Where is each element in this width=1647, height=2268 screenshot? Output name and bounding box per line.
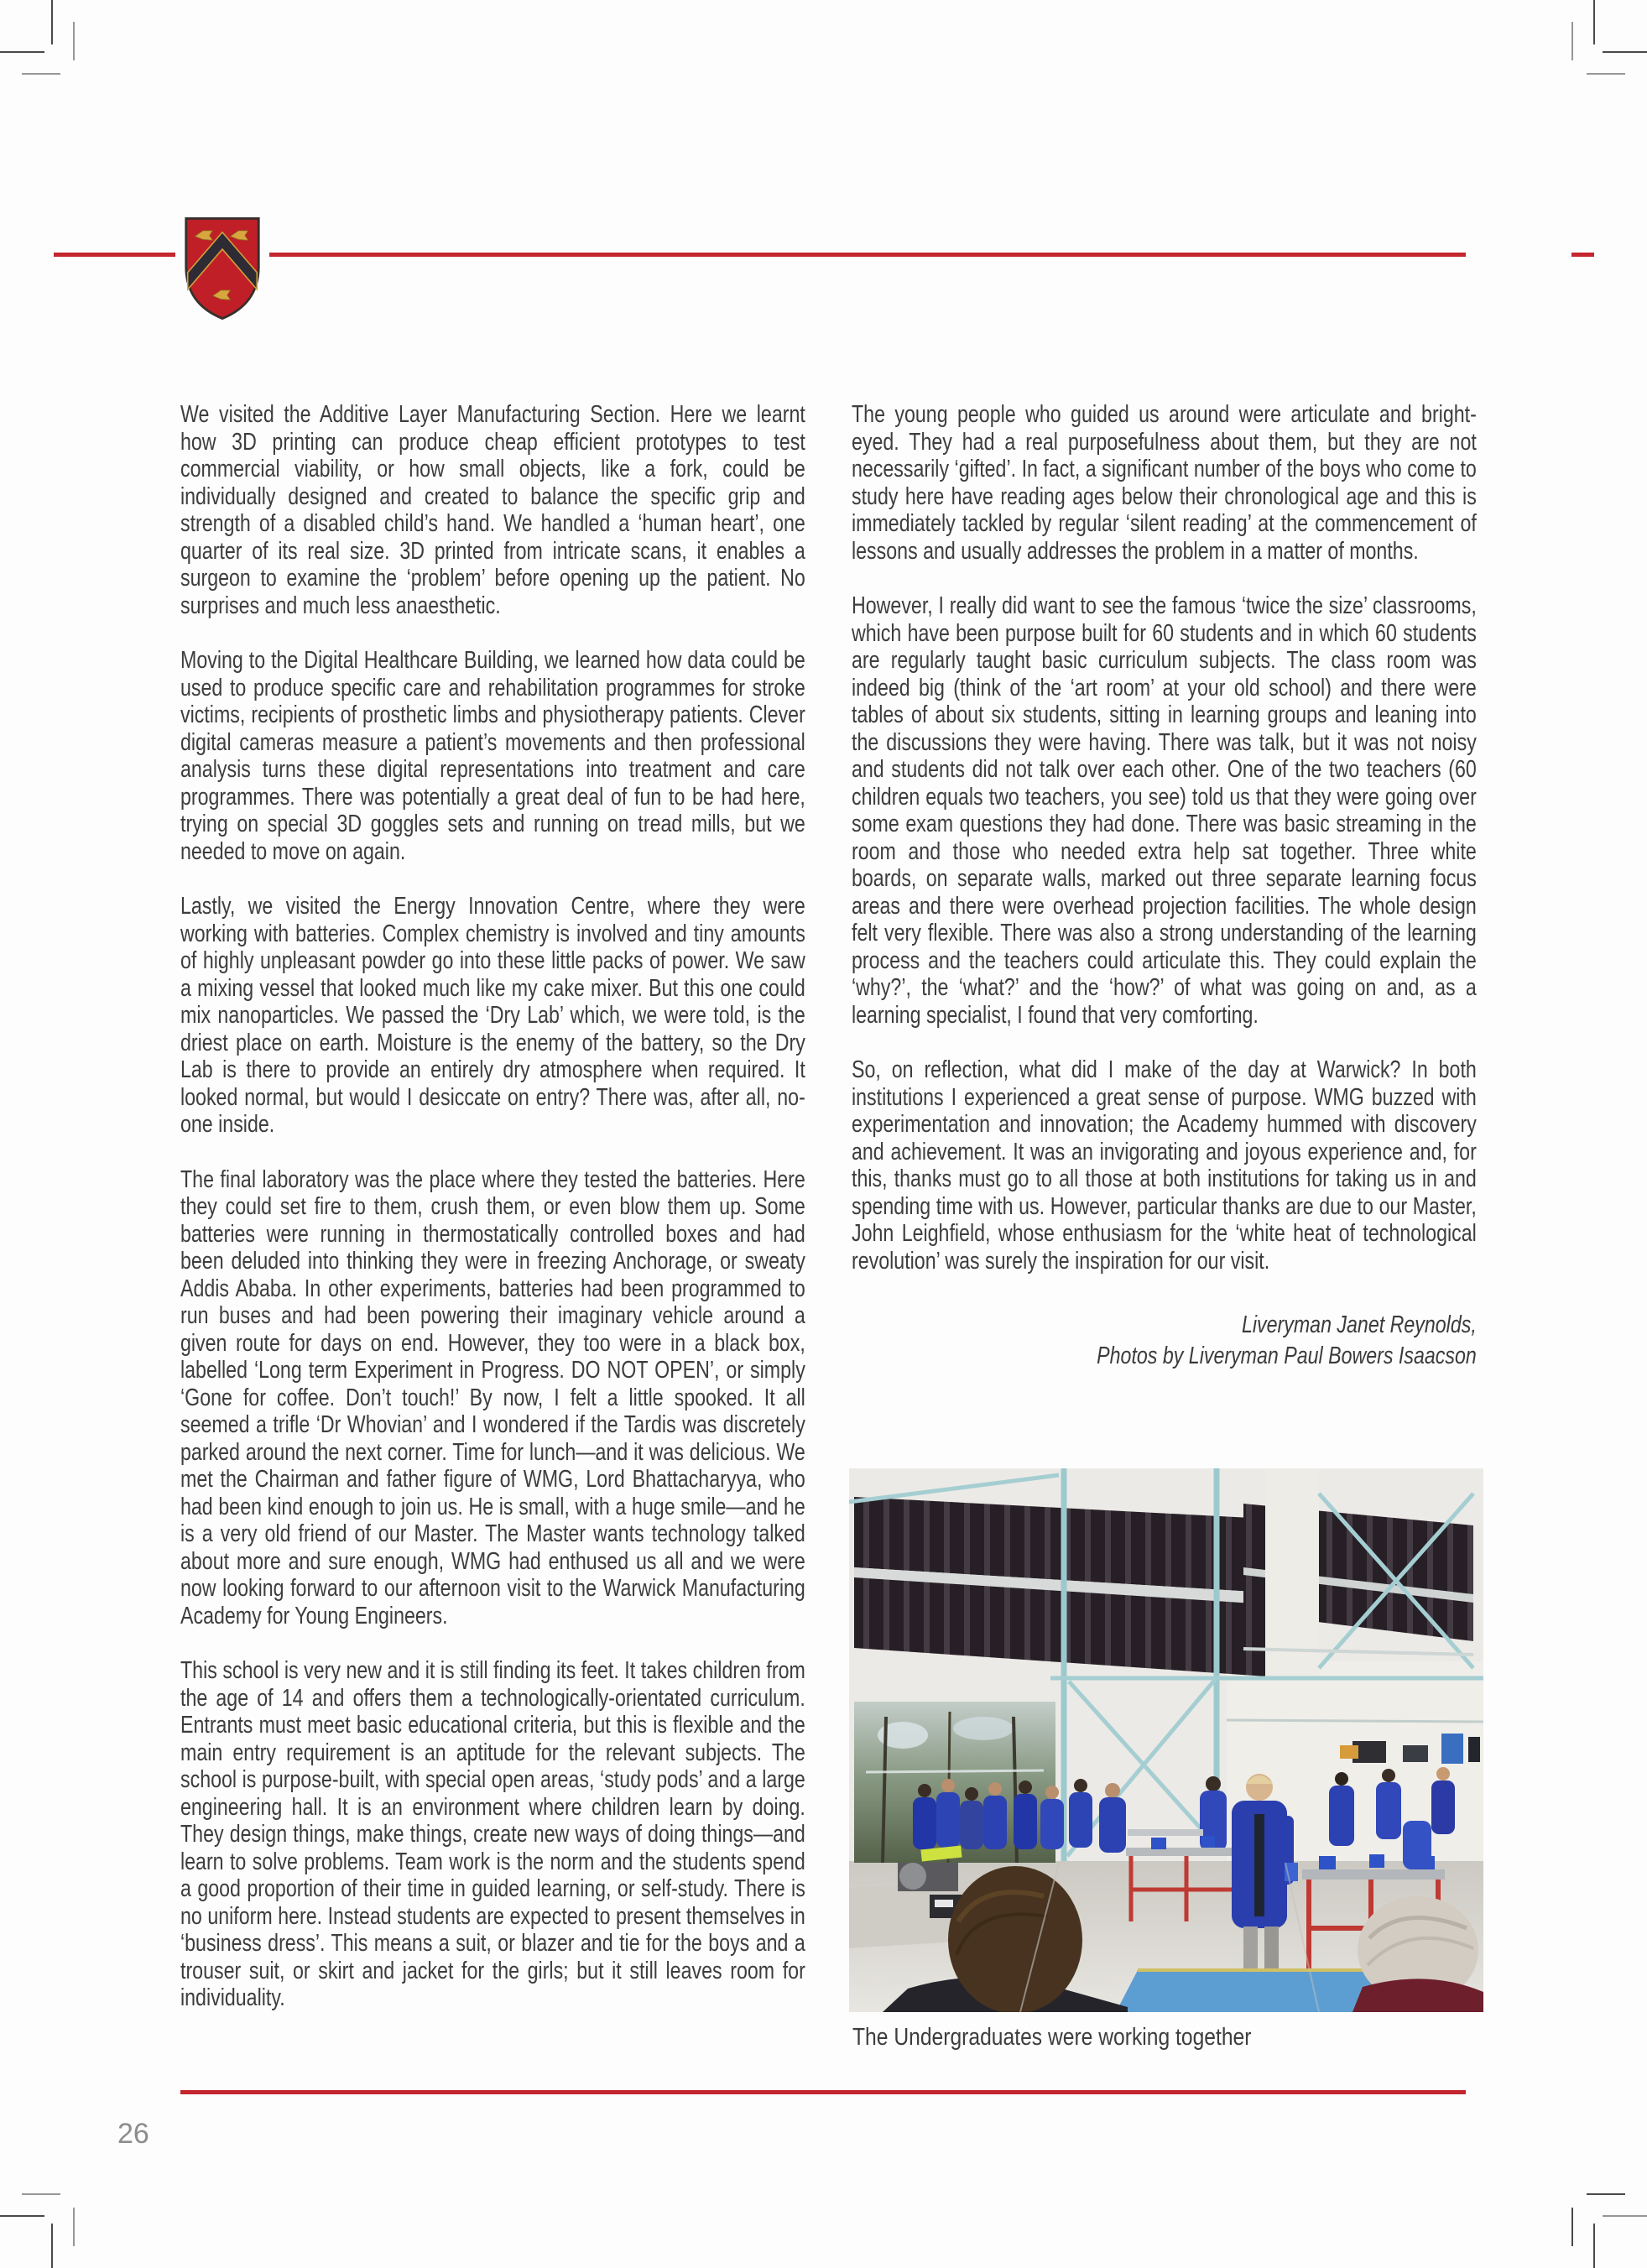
crop-mark (1593, 0, 1595, 44)
crop-mark (1603, 2215, 1647, 2217)
byline-author: Liveryman Janet Reynolds, (1241, 1311, 1477, 1338)
paragraph: The young people who guided us around were articulate and bright-eyed. They had a real purposefulness about them, but they are not necessarily ‘gifted’. In fact, a significant number of the boys who come to study here have reading ages below their chronological age and this is immediately tackled by regular ‘silent reading’ at the commencement of lessons and usually addresses the problem in a matter of months. (852, 401, 1477, 565)
crop-mark (1587, 73, 1625, 75)
paragraph: However, I really did want to see the famous ‘twice the size’ classrooms, which have been purpose built for 60 students and in which 60 students are regularly taught basic curriculum subjects. The class room was indeed big (think of the ‘art room’ at your old school) and there were tables of about six students, sitting in learning groups and leaning into the discussions they were having. There was talk, but it was not noisy and students did not talk over each other. One of the two teachers (60 children equals two teachers, you see) told us that they were going over some exam questions they had done. There was basic streaming in the room and those who needed extra help sat together. Three white boards, on separate walls, marked out three separate learning focus areas and there were overhead projection facilities. The whole design felt very flexible. There was also a strong understanding of the learning process and the teachers could articulate this. They could explain the ‘why?’, the ‘what?’ and the ‘how?’ of what was going on and, as a learning specialist, I found that very comforting. (852, 592, 1477, 1029)
crop-mark (0, 2215, 44, 2217)
page-number: 26 (117, 2118, 149, 2150)
paragraph: Lastly, we visited the Energy Innovation Centre, where they were working with batteries. Complex chemistry is involved and tiny amounts of highly unpleasant powder go into these little packs of power. We saw a mixing vessel that looked much like my cake mixer. But this one could mix nanoparticles. We passed the ‘Dry Lab’ which, we were told, is the driest place on earth. Moisture is the enemy of the battery, so the Dry Lab is there to provide an entirely dry atmosphere when required. It looked normal, but would I desiccate on entry? There was, after all, no-one inside. (180, 893, 805, 1138)
crop-mark (73, 2208, 75, 2246)
crop-mark (22, 73, 60, 75)
paragraph: So, on reflection, what did I make of the day at Warwick? In both institutions I experienced a great sense of purpose. WMG buzzed with experimentation and innovation; the Academy hummed with discovery and achievement. It was an invigorating and joyous experience and, for this, thanks must go to all those at both institutions for taking us in and spending time with us. However, particular thanks are due to our Master, John Leighfield, whose enthusiasm for the ‘white heat of technological revolution’ was surely the inspiration for our visit. (852, 1056, 1477, 1275)
crop-mark (22, 2193, 60, 2195)
crest (175, 205, 269, 332)
byline (852, 1310, 1477, 1372)
crop-mark (0, 51, 44, 53)
photo-image (849, 1468, 1483, 2012)
header-rule-bleed-dash (1571, 253, 1594, 257)
crop-mark (1571, 22, 1573, 60)
right-column (852, 401, 1477, 1372)
footer-rule (180, 2090, 1466, 2094)
left-column (180, 401, 805, 2040)
crop-mark (1603, 51, 1647, 53)
crop-mark (1571, 2208, 1573, 2246)
photo-engineering-hall (849, 1468, 1483, 2012)
crop-mark (73, 22, 75, 60)
paragraph: This school is very new and it is still finding its feet. It takes children from the age of 14 and offers them a technologically-orientated curriculum. Entrants must meet basic educational criteria, but this is flexible and the main entry requirement is an aptitude for the relevant subjects. The school is purpose-built, with special open areas, ‘study pods’ and a large engineering hall. It is an environment where children learn by doing. They design things, make things, create new ways of doing things—and learn to solve problems. Team work is the norm and the students spend a good proportion of their time in guided learning, or self-study. There is no uniform here. Instead students are expected to present themselves in ‘business dress’. This means a suit, or blazer and tie for the boys and a trouser suit, or skirt and jacket for the girls; but it still leaves room for individuality. (180, 1657, 805, 2011)
crest-shield-icon (182, 214, 263, 323)
paragraph: Moving to the Digital Healthcare Building, we learned how data could be used to produce specific care and rehabilitation programmes for stroke victims, recipients of prosthetic limbs and physiotherapy patients. Clever digital cameras measure a patient’s movements and then professional analysis turns these digital representations into treatment and care programmes. There was potentially a great deal of fun to be had here, trying on special 3D goggles sets and running on tread mills, but we needed to move on again. (180, 647, 805, 865)
byline-photographer: Photos by Liveryman Paul Bowers Isaacson (1097, 1343, 1477, 1369)
photo-caption: The Undergraduates were working together (852, 2024, 1252, 2051)
paragraph: We visited the Additive Layer Manufacturing Section. Here we learnt how 3D printing can produce cheap efficient prototypes to test commercial viability, or how small objects, like a fork, could be individually designed and created to balance the specific grip and strength of a disabled child’s hand. We handled a ‘human heart’, one quarter of its real size. 3D printed from intricate scans, it enables a surgeon to examine the ‘problem’ before opening up the patient. No surprises and much less anaesthetic. (180, 401, 805, 619)
crop-mark (51, 2224, 53, 2268)
crop-mark (51, 0, 53, 44)
crop-mark (1587, 2193, 1625, 2195)
crop-mark (1593, 2224, 1595, 2268)
paragraph: The final laboratory was the place where they tested the batteries. Here they could set fire to them, crush them, or even blow them up. Some batteries were running in thermostatically controlled boxes and had been deluded into thinking they were in freezing Anchorage, or sweaty Addis Ababa. In other experiments, batteries had been programmed to run buses and had been powering their imaginary vehicle around a given route for days on end. However, they too were in a black box, labelled ‘Long term Experiment in Progress. DO NOT OPEN’, or simply ‘Gone for coffee. Don’t touch!’ By now, I felt a little spooked. It all seemed a trifle ‘Dr Whovian’ and I wondered if the Tardis was discretely parked around the next corner. Time for lunch—and it was delicious. We met the Chairman and father figure of WMG, Lord Bhattacharyya, who had been kind enough to join us. He is small, with a huge smile—and he is a very old friend of our Master. The Master wants technology talked about more and sure enough, WMG had enthused us all and we were now looking forward to our afternoon visit to the Warwick Manufacturing Academy for Young Engineers. (180, 1165, 805, 1629)
